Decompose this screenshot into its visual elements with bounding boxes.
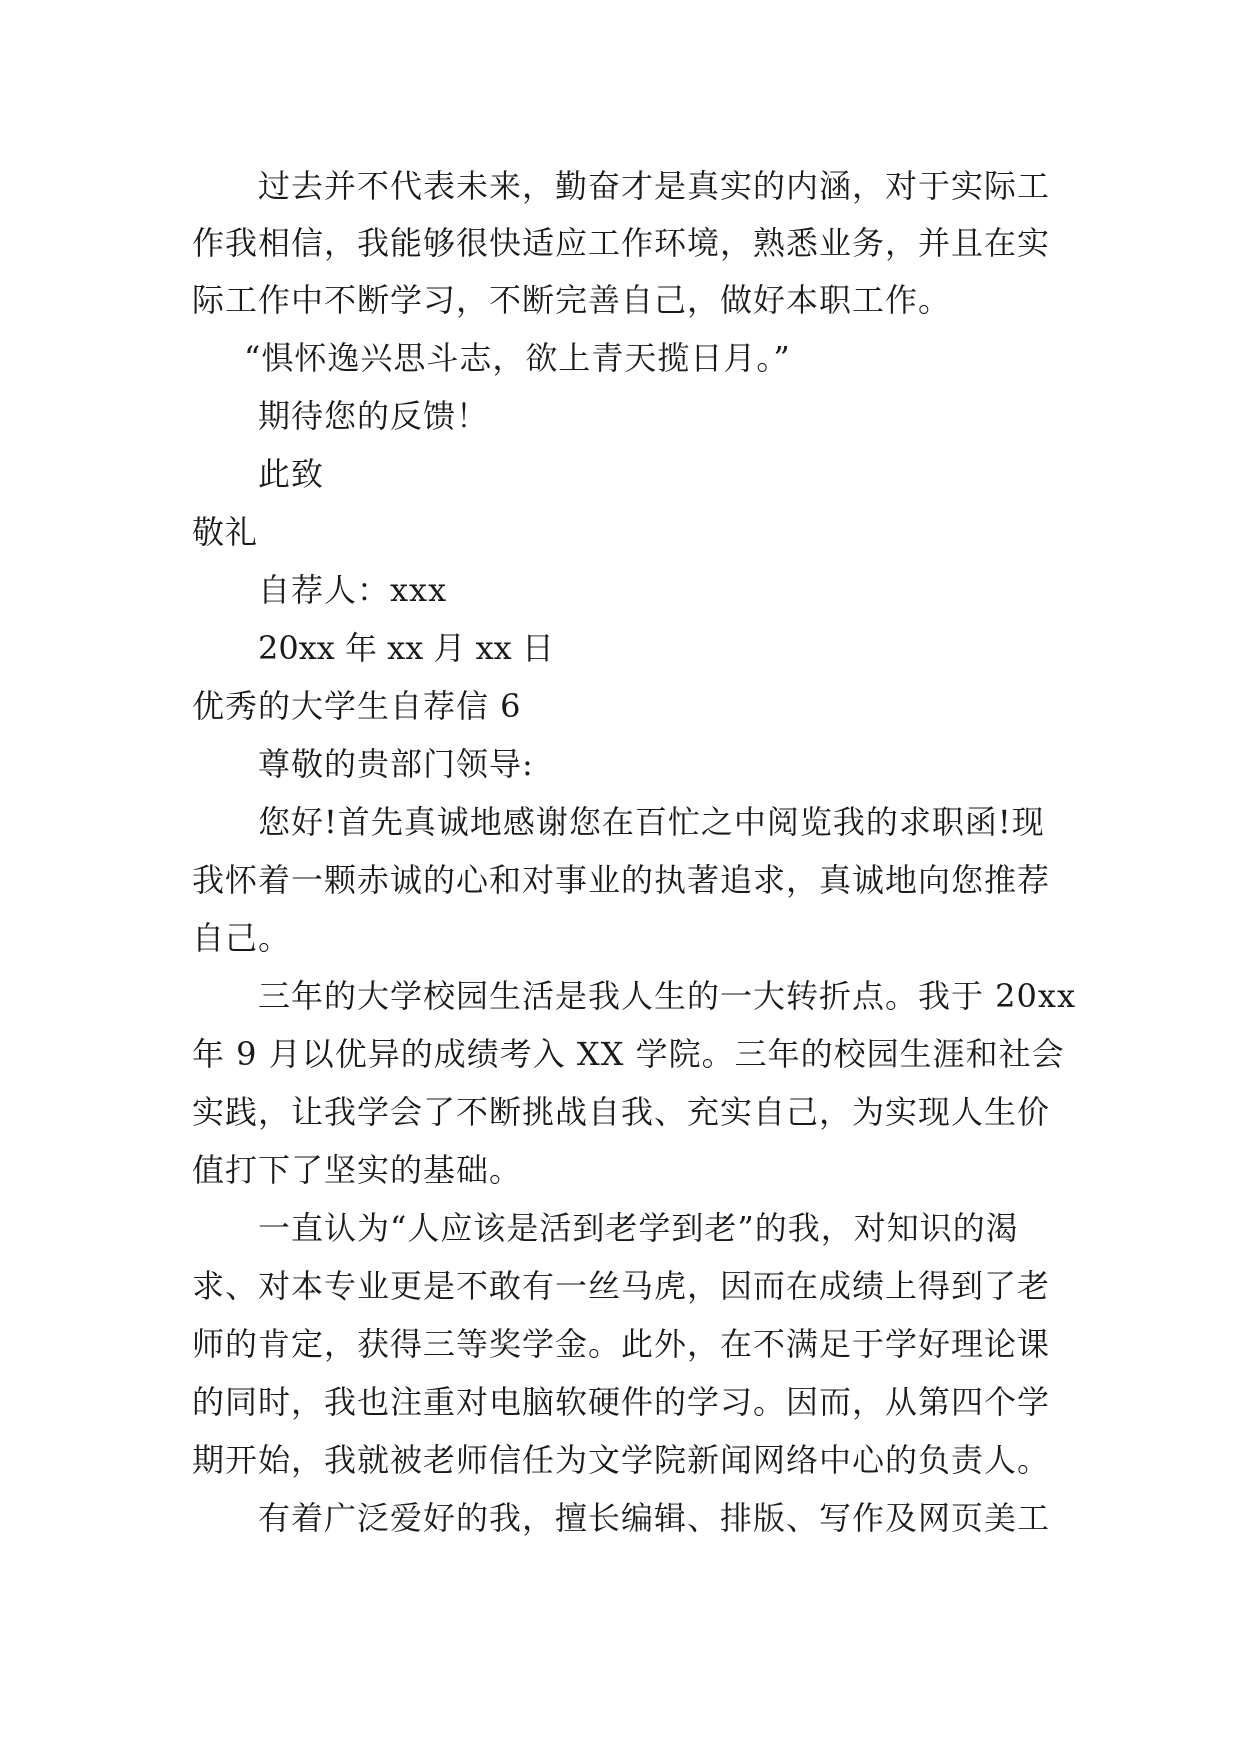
letter6-p4-line-1: 有着广泛爱好的我，擅长编辑、排版、写作及网页美工 (258, 1499, 1051, 1537)
signer-line: 自荐人：xxx (258, 571, 448, 609)
letter6-p3-line-3: 师的肯定，获得三等奖学金。此外，在不满足于学好理论课 (192, 1325, 1051, 1363)
closing-paragraph-line-1: 过去并不代表未来，勤奋才是真实的内涵，对于实际工 (258, 167, 1051, 205)
letter6-p3-line-4: 的同时，我也注重对电脑软硬件的学习。因而，从第四个学 (192, 1383, 1051, 1421)
cizhi-line: 此致 (258, 455, 325, 493)
jingli-line: 敬礼 (192, 513, 259, 551)
closing-paragraph-line-2: 作我相信，我能够很快适应工作环境，熟悉业务，并且在实 (192, 224, 1051, 262)
letter6-p2-line-4: 值打下了坚实的基础。 (192, 1151, 523, 1189)
letter6-p1-line-2: 我怀着一颗赤诚的心和对事业的执著追求，真诚地向您推荐 (192, 861, 1051, 899)
date-line: 20xx 年 xx 月 xx 日 (258, 629, 554, 667)
letter-heading: 优秀的大学生自荐信 6 (192, 687, 522, 725)
letter6-p2-line-1: 三年的大学校园生活是我人生的一大转折点。我于 20xx (258, 977, 1076, 1015)
letter6-p1-line-3: 自己。 (192, 919, 292, 957)
expect-feedback-line: 期待您的反馈！ (258, 397, 490, 435)
letter6-p2-line-2: 年 9 月以优异的成绩考入 XX 学院。三年的校园生涯和社会 (192, 1035, 1065, 1073)
closing-paragraph-line-3: 际工作中不断学习，不断完善自己，做好本职工作。 (192, 281, 952, 319)
quote-line: “惧怀逸兴思斗志，欲上青天揽日月。” (244, 339, 791, 377)
letter6-p3-line-5: 期开始，我就被老师信任为文学院新闻网络中心的负责人。 (192, 1441, 1051, 1479)
salutation-line: 尊敬的贵部门领导: (258, 745, 534, 783)
letter6-p1-line-1: 您好!首先真诚地感谢您在百忙之中阅览我的求职函!现 (258, 803, 1045, 841)
letter6-p3-line-2: 求、对本专业更是不敢有一丝马虎，因而在成绩上得到了老 (192, 1267, 1051, 1305)
letter6-p3-line-1: 一直认为“人应该是活到老学到老”的我，对知识的渴 (258, 1209, 1019, 1247)
letter6-p2-line-3: 实践，让我学会了不断挑战自我、充实自己，为实现人生价 (192, 1093, 1051, 1131)
